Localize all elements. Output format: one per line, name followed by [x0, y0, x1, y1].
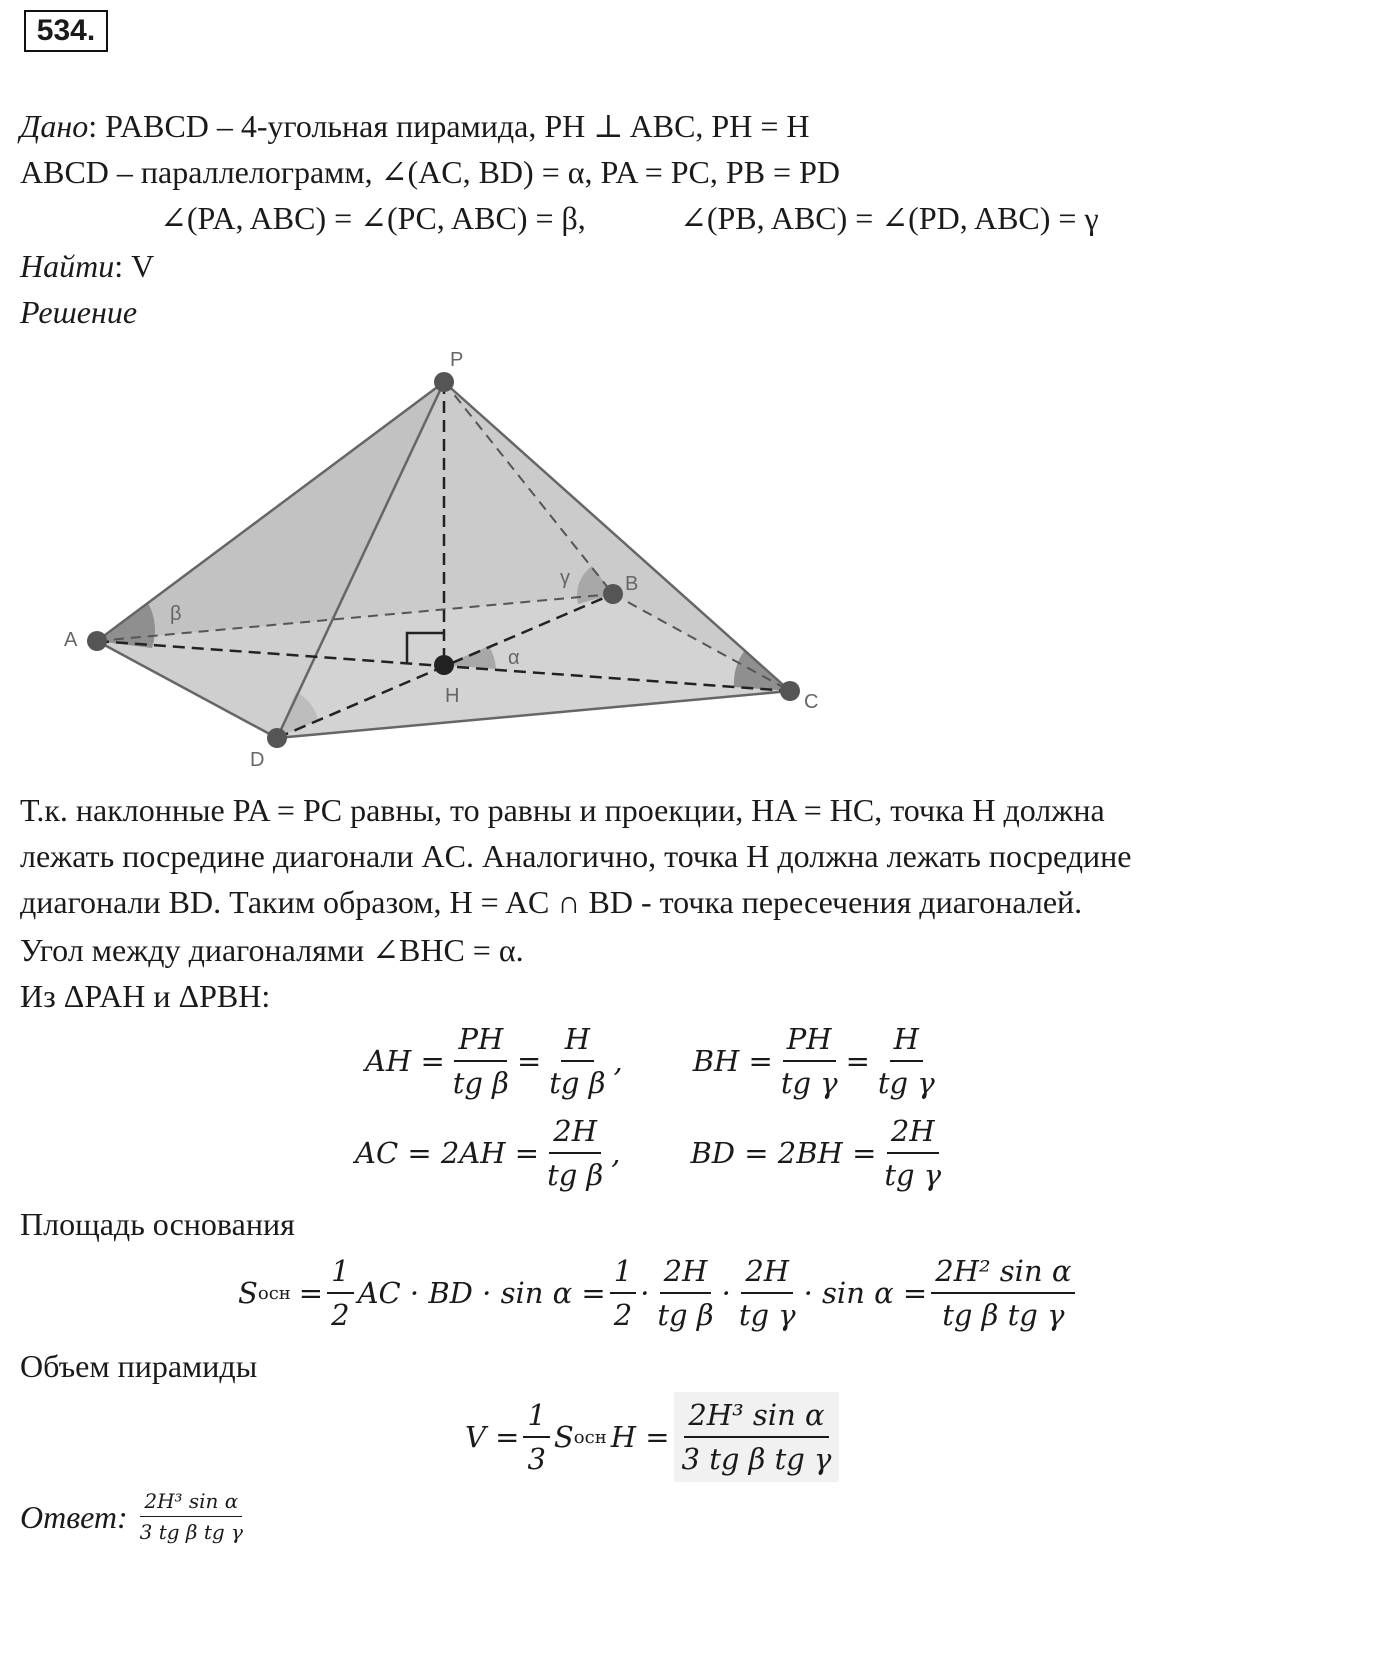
given-text-1: : PABCD – 4-угольная пирамида, PH ⊥ ABC, PH = H — [88, 108, 810, 144]
point-c — [780, 681, 800, 701]
area-label: Площадь основания — [20, 1206, 295, 1242]
point-d — [267, 728, 287, 748]
fraction: $\frac{PH}{\text{tg γ}}$ — [777, 1018, 842, 1104]
fraction: $\frac{PH}{\text{tg β}}$ — [449, 1018, 513, 1104]
equation-area: S осн = $\frac{1}{2}$ AC · BD · sin α = $\frac{1}{2}$ · $\frac{2H}{\text{tg β}}$ · $\frac{2H}{\text{tg γ}}$ · sin α = $\frac{\text{2H² sin α}}{\text{tg β tg γ}}$ — [238, 1250, 1079, 1336]
fraction: $\frac{\text{2H² sin α}}{\text{tg β tg γ}}$ — [931, 1250, 1075, 1336]
fraction: $\frac{1}{3}$ — [523, 1394, 549, 1480]
paragraph-line-3: диагонали BD. Таким образом, H = AC ∩ BD - точка пересечения диагоналей. — [20, 884, 1083, 920]
paragraph-line-5: Из ΔPAH и ΔPBH: — [20, 978, 271, 1014]
problem-number: 534. — [24, 10, 108, 52]
find-line — [20, 246, 154, 286]
solution-label: Решение — [20, 294, 138, 330]
result-fraction: $\frac{\text{2H³ sin α}}{\text{3 tg β tg γ}}$ — [674, 1392, 840, 1482]
label-a: A — [64, 629, 78, 651]
fraction: $\frac{1}{2}$ — [610, 1250, 636, 1336]
find-label: Найти — [20, 248, 115, 284]
paragraph-line-4: Угол между диагоналями ∠BHC = α. — [20, 932, 524, 968]
given-line-2: ABCD – параллелограмм, ∠(AC, BD) = α, PA = PC, PB = PD — [20, 154, 840, 190]
given-label: Дано — [20, 108, 89, 144]
point-a — [87, 631, 107, 651]
paragraph-line-1: Т.к. наклонные PA = PC равны, то равны и проекции, HA = HC, точка H должна — [20, 792, 1105, 828]
equation-ac-bd: AC = 2AH = $\frac{2H}{\text{tg β}}$ , BD = 2BH = $\frac{2H}{\text{tg γ}}$ — [355, 1110, 949, 1196]
equation-volume: V = $\frac{1}{3}$ S осн H = $\frac{\text{2H³ sin α}}{\text{3 tg β tg γ}}$ — [465, 1392, 843, 1482]
given-line-1 — [20, 106, 809, 146]
given-line-3a: ∠(PA, ABC) = ∠(PC, ABC) = β, — [160, 200, 586, 236]
label-h: H — [445, 685, 460, 707]
fraction: $\frac{H}{\text{tg β}}$ — [545, 1018, 609, 1104]
point-p — [434, 372, 454, 392]
fraction: $\frac{H}{\text{tg γ}}$ — [874, 1018, 939, 1104]
answer-line — [20, 1486, 251, 1547]
label-b: B — [625, 573, 639, 595]
label-d: D — [250, 749, 265, 771]
fraction: $\frac{2H}{\text{tg β}}$ — [653, 1250, 717, 1336]
point-b — [603, 584, 623, 604]
find-value: : V — [114, 248, 155, 284]
answer-fraction: $\frac{\text{2H³ sin α}}{\text{3 tg β tg γ}}$ — [136, 1486, 247, 1547]
fraction: $\frac{1}{2}$ — [327, 1250, 353, 1336]
label-c: C — [804, 691, 819, 713]
pyramid-figure — [0, 340, 860, 780]
label-beta: β — [170, 603, 182, 625]
label-p: P — [450, 349, 464, 371]
point-h — [434, 655, 454, 675]
label-gamma: γ — [560, 567, 570, 589]
fraction: $\frac{2H}{\text{tg γ}}$ — [735, 1250, 800, 1336]
volume-label: Объем пирамиды — [20, 1348, 258, 1384]
fraction: $\frac{2H}{\text{tg γ}}$ — [880, 1110, 945, 1196]
fraction: $\frac{2H}{\text{tg β}}$ — [543, 1110, 607, 1196]
paragraph-line-2: лежать посредине диагонали AC. Аналогично, точка H должна лежать посредине — [20, 838, 1132, 874]
given-line-3b: ∠(PB, ABC) = ∠(PD, ABC) = γ — [680, 200, 1099, 236]
equation-ah-bh: AH = $\frac{PH}{\text{tg β}}$ = $\frac{H}{\text{tg β}}$ , BH = $\frac{PH}{\text{tg γ}}$ = $\frac{H}{\text{tg γ}}$ — [365, 1018, 943, 1104]
label-alpha: α — [508, 647, 520, 669]
answer-label: Ответ: — [20, 1498, 128, 1535]
